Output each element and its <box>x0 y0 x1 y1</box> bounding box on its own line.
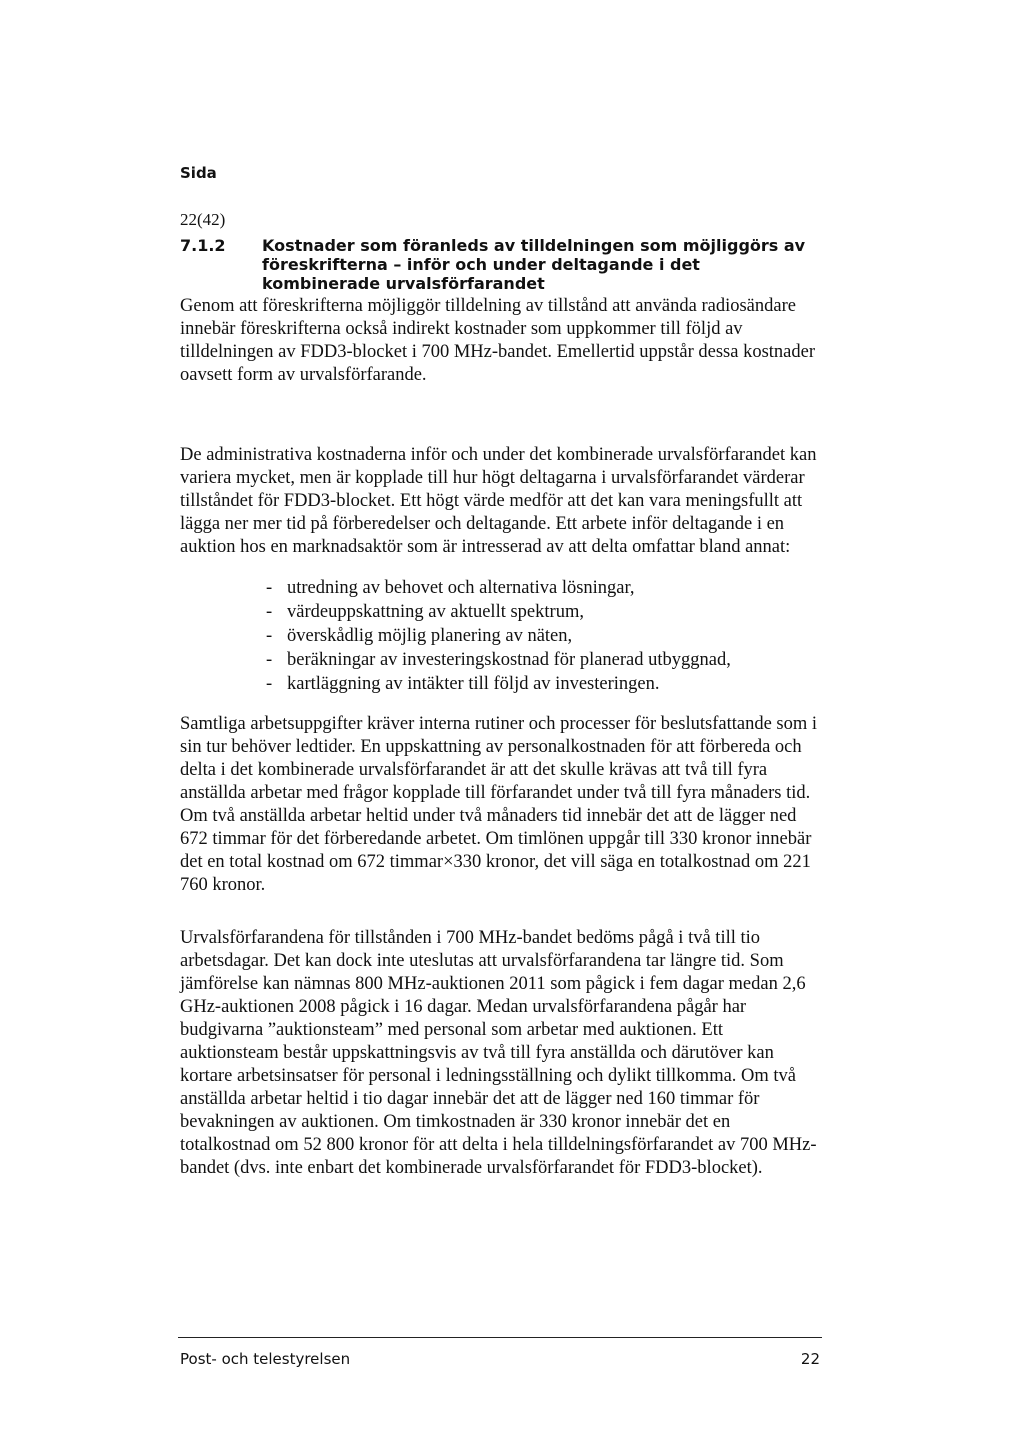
page-number: 22(42) <box>180 210 226 229</box>
bullet-dash: - <box>266 674 273 694</box>
list-item <box>266 576 731 600</box>
list-item <box>266 624 731 648</box>
list-item-text: kartläggning av intäkter till följd av investeringen. <box>287 674 660 694</box>
footer-page-number: 22 <box>800 1350 820 1368</box>
list-item-text: beräkningar av investeringskostnad för planerad utbyggnad, <box>287 650 731 670</box>
footer-divider <box>178 1337 822 1338</box>
list-item-text: överskådlig möjlig planering av näten, <box>287 626 573 646</box>
bullet-dash: - <box>266 602 273 622</box>
list-item-text: värdeuppskattning av aktuellt spektrum, <box>287 602 584 622</box>
bullet-dash: - <box>266 578 273 598</box>
sida-label: Sida <box>180 164 217 182</box>
paragraph-auction-duration: Urvalsförfarandena för tillstånden i 700 MHz-bandet bedöms pågå i två till tio arbetsdagar. Det kan dock inte uteslutas att urvalsförfarandena tar längre tid. Som jämförelse kan nämnas 800 MHz-auktionen 2011 som pågick i fem dagar medan 2,6 GHz-auktionen 2008 pågick i 16 dagar. Medan urvalsförfarandena pågår har budgivarna ”auktionsteam” med personal som arbetar med auktionen. Ett auktionsteam består uppskattningsvis av två till fyra anställda och därutöver kan kortare arbetsinsatser för personal i ledningsställning och dylikt tillkomma. Om två anställda arbetar heltid i tio dagar innebär det att de lägger ned 160 timmar för bevakningen av auktionen. Om timkostnaden är 330 kronor innebär det en totalkostnad om 52 800 kronor för att delta i hela tilldelningsförfarandet av 700 MHz-bandet (dvs. inte enbart det kombinerade urvalsförfarandet för FDD3-blocket). <box>180 928 817 1178</box>
bullet-dash: - <box>266 626 273 646</box>
task-list <box>266 576 731 696</box>
list-item <box>266 672 731 696</box>
list-item <box>266 648 731 672</box>
list-item <box>266 600 731 624</box>
paragraph-administrative-costs: De administrativa kostnaderna inför och under det kombinerade urvalsförfarandet kan variera mycket, men är kopplade till hur högt deltagarna i urvalsförfarandet värderar tillståndet för FDD3-blocket. Ett högt värde medför att det kan vara meningsfullt att lägga ner mer tid på förberedelser och deltagande. Ett arbete inför deltagande i en auktion hos en marknadsaktör som är intresserad av att delta omfattar bland annat: <box>180 445 817 557</box>
section-title: Kostnader som föranleds av tilldelningen som möjliggörs av föreskrifterna – inför och under deltagande i det kombinerade urvalsförfarandet <box>262 236 806 293</box>
paragraph-intro: Genom att föreskrifterna möjliggör tilldelning av tillstånd att använda radiosändare innebär föreskrifterna också indirekt kostnader som uppkommer till följd av tilldelningen av FDD3-blocket i 700 MHz-bandet. Emellertid uppstår dessa kostnader oavsett form av urvalsförfarande. <box>180 296 816 385</box>
paragraph-personnel-cost: Samtliga arbetsuppgifter kräver interna rutiner och processer för beslutsfattande som i sin tur behöver ledtider. En uppskattning av personalkostnaden för att förbereda och delta i det kombinerade urvalsförfarandet är att det skulle krävas att två till fyra anställda arbetar med frågor kopplade till förfarandet under två till fyra månaders tid. Om två anställda arbetar heltid under två månaders tid innebär det att de lägger ned 672 timmar för det förberedande arbetet. Om timlönen uppgår till 330 kronor innebär det en total kostnad om 672 timmar×330 kronor, det vill säga en totalkostnad om 221 760 kronor. <box>180 714 818 895</box>
list-item-text: utredning av behovet och alternativa lösningar, <box>287 578 635 598</box>
bullet-dash: - <box>266 650 273 670</box>
footer-organization: Post- och telestyrelsen <box>180 1350 351 1368</box>
section-number: 7.1.2 <box>180 236 226 255</box>
